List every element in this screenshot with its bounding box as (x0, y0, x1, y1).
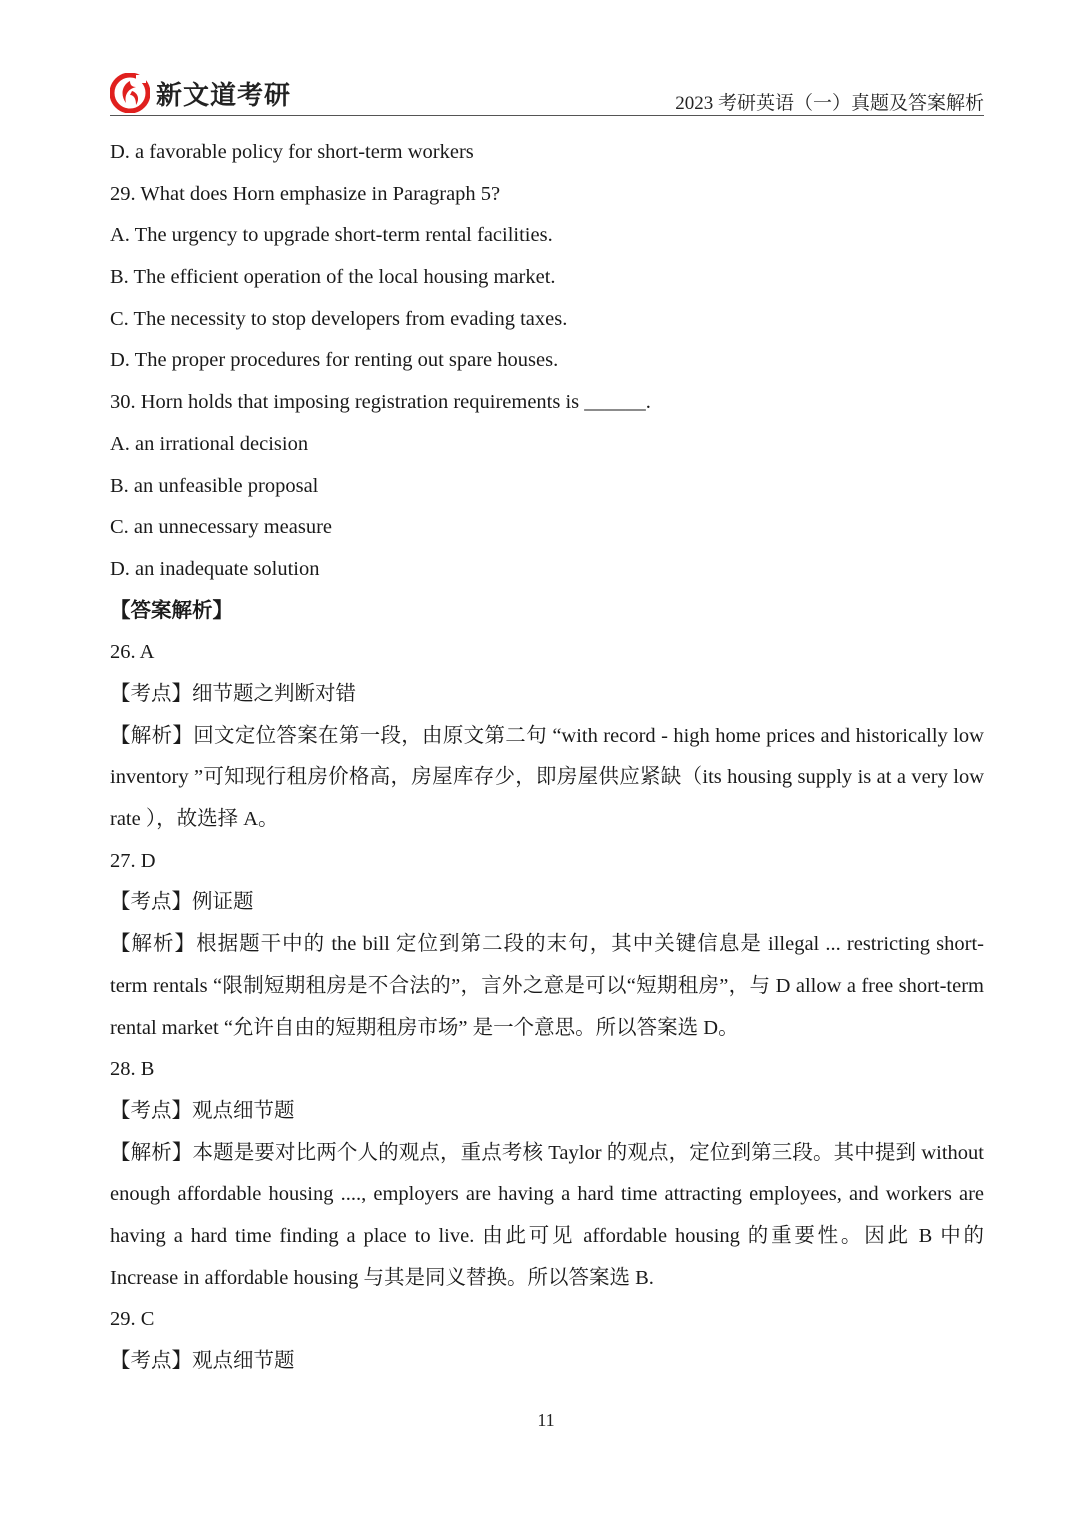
logo-text: 新文道考研 (156, 80, 292, 111)
q30-option-c: C. an unnecessary measure (110, 516, 332, 539)
q29-stem: 29. What does Horn emphasize in Paragraph 5? (110, 182, 501, 205)
answer-27-analysis: 【解析】根据题干中的 the bill 定位到第二段的末句，其中关键信息是 illegal ... restricting short-term rentals “限制短期租房是不合法的”，言外之意是可以“短期租房”，与 D allow a free short-term rental market “允许自由的短期租房市场” 是一个意思。所以答案选 D。 (110, 933, 984, 1039)
page-number: 11 (537, 1410, 555, 1430)
page-header (110, 72, 984, 116)
answer-28: 28. B (110, 1058, 155, 1081)
q30-option-b: B. an unfeasible proposal (110, 474, 319, 497)
logo (110, 72, 291, 114)
q28-option-d: D. a favorable policy for short-term workers (110, 141, 474, 163)
answer-29: 29. C (110, 1308, 155, 1331)
phoenix-logo-icon (110, 73, 150, 113)
answer-27: 27. D (110, 849, 156, 872)
header-divider (110, 115, 984, 116)
answer-26: 26. A (110, 641, 155, 664)
document-title: 2023 考研英语（一）真题及答案解析 (675, 93, 984, 114)
q30-option-a: A. an irrational decision (110, 432, 309, 455)
q29-option-a: A. The urgency to upgrade short-term rental facilities. (110, 224, 553, 247)
answer-28-analysis: 【解析】本题是要对比两个人的观点，重点考核 Taylor 的观点，定位到第三段。其中提到 without enough affordable housing ...., employers are having a hard time attracting employees, and workers are having a hard time finding a place to live. 由此可见 affordable housing 的重要性。因此 B 中的 Increase in affordable housing 与其是同义替换。所以答案选 B. (110, 1141, 984, 1289)
q30-stem: 30. Horn holds that imposing registration requirements is ______. (110, 391, 651, 414)
answer-29-point: 【考点】观点细节题 (110, 1350, 295, 1373)
answer-28-point: 【考点】观点细节题 (110, 1099, 295, 1122)
page-content (110, 132, 984, 1383)
answer-26-analysis: 【解析】回文定位答案在第一段，由原文第二句 “with record - high home prices and historically low inventory ”可知现行租房价格高，房屋库存少，即房屋供应紧缺（its housing supply is at a very low rate ），故选择 A。 (110, 724, 984, 831)
q30-option-d: D. an inadequate solution (110, 557, 320, 580)
q29-option-c: C. The necessity to stop developers from evading taxes. (110, 307, 568, 330)
q29-option-d: D. The proper procedures for renting out spare houses. (110, 349, 559, 372)
q29-option-b: B. The efficient operation of the local housing market. (110, 266, 556, 289)
answer-26-point: 【考点】细节题之判断对错 (110, 682, 356, 705)
answers-section-heading: 【答案解析】 (110, 599, 233, 622)
answer-27-point: 【考点】例证题 (110, 891, 254, 914)
